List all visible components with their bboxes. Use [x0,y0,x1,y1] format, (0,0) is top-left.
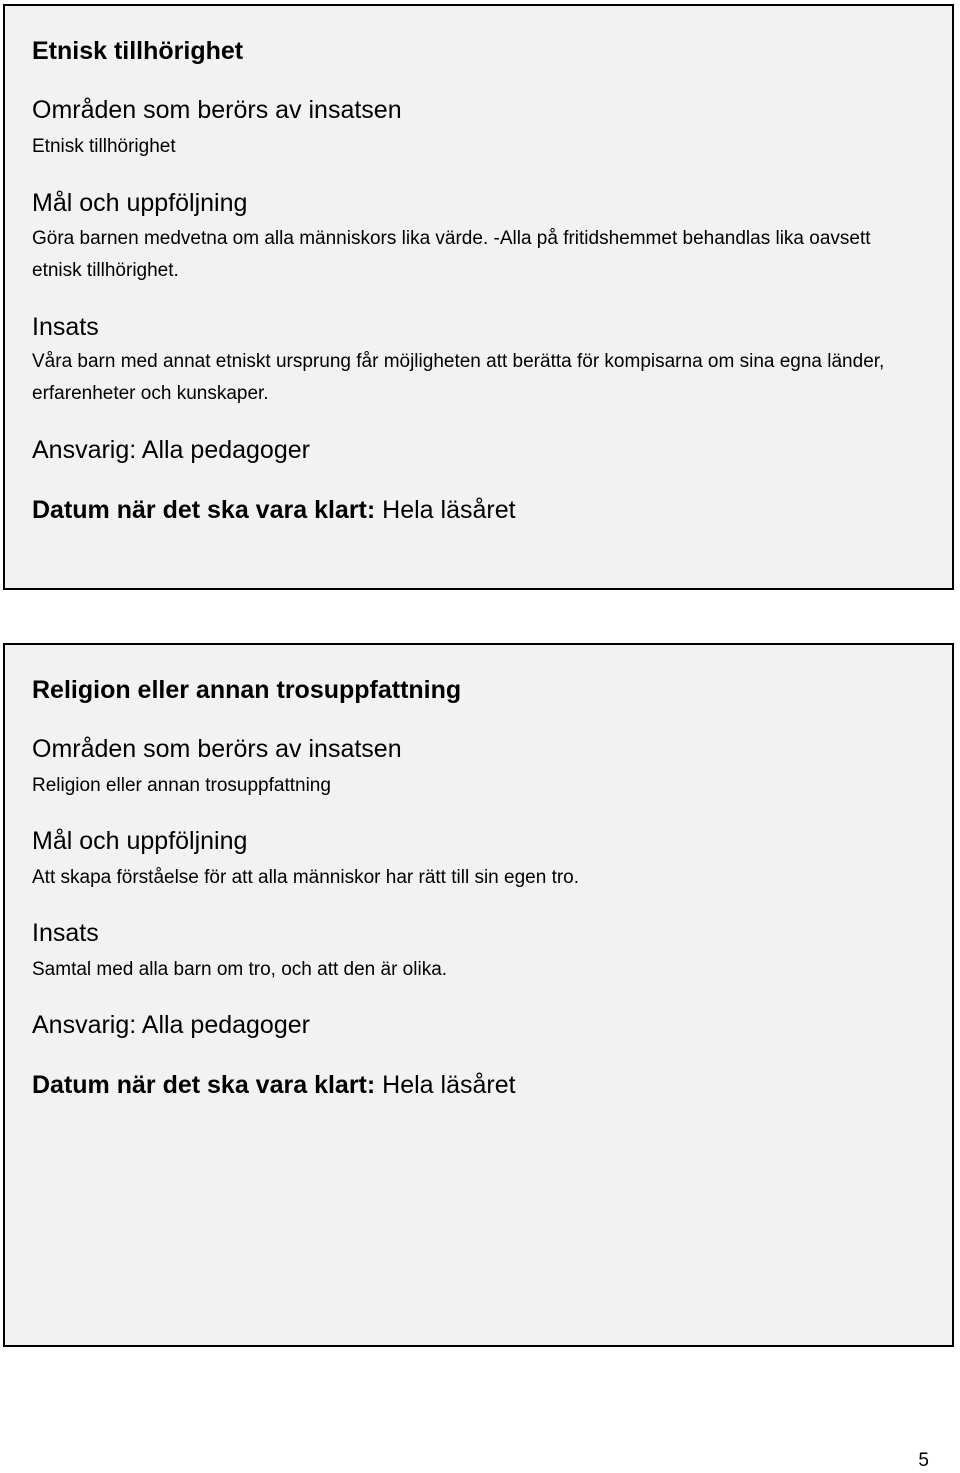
deadline-value: Hela läsåret [375,1071,516,1099]
goals-heading: Mål och uppföljning [32,189,248,217]
goals-heading: Mål och uppföljning [32,827,248,855]
action-heading: Insats [32,919,99,947]
deadline-line [32,1070,516,1100]
section-religion [3,643,954,1347]
action-text: Samtal med alla barn om tro, och att den är olika. [32,959,448,980]
deadline-value: Hela läsåret [375,496,516,524]
section-title: Religion eller annan trosuppfattning [32,676,462,704]
areas-heading: Områden som berörs av insatsen [32,735,402,763]
page-number: 5 [918,1450,929,1471]
deadline-label: Datum när det ska vara klart: [32,1071,376,1099]
areas-heading: Områden som berörs av insatsen [32,96,402,124]
deadline-label: Datum när det ska vara klart: [32,496,376,524]
goals-text: Göra barnen medvetna om alla människors lika värde. -Alla på fritidshemmet behandlas lika oavsett etnisk tillhörighet. [32,228,871,281]
areas-text: Religion eller annan trosuppfattning [32,775,331,796]
deadline-line [32,495,516,525]
section-title: Etnisk tillhörighet [32,37,244,65]
section-etnisk-tillhorighet [3,4,954,590]
areas-text: Etnisk tillhörighet [32,136,176,157]
action-text: Våra barn med annat etniskt ursprung får möjligheten att berätta för kompisarna om sina egna länder, erfarenheter och kunskaper. [32,351,885,404]
responsible-line: Ansvarig: Alla pedagoger [32,1011,310,1039]
action-heading: Insats [32,313,99,341]
goals-text: Att skapa förståelse för att alla människor har rätt till sin egen tro. [32,867,580,888]
responsible-line: Ansvarig: Alla pedagoger [32,436,310,464]
